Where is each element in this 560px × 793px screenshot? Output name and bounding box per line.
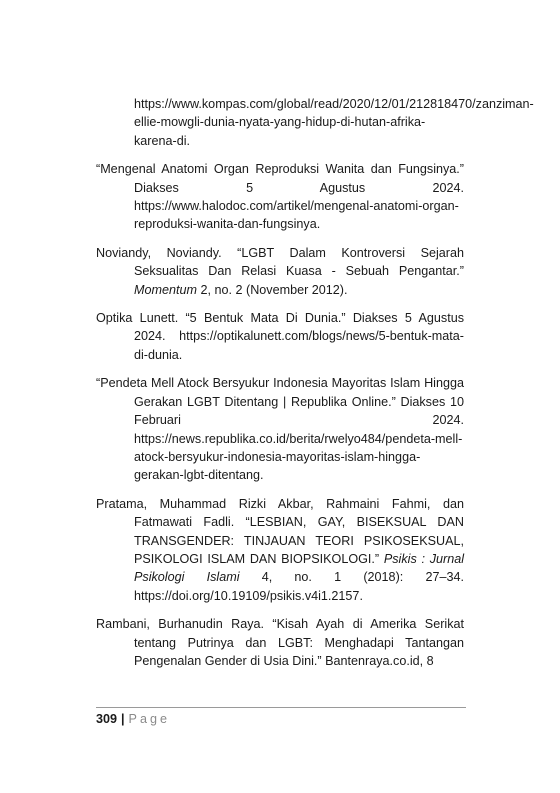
entry-text: https://www.kompas.com/global/read/2020/12/01/212818470/zanziman-ellie-mowgli-dunia-nyata-yang-hidup-di-hutan-afrika-karena-di.: [134, 97, 534, 148]
bibliography-list: [96, 95, 534, 680]
footer-divider: [96, 707, 466, 708]
bibliography-entry-continuation: [96, 95, 534, 150]
bibliography-entry: [96, 160, 464, 234]
bibliography-entry: [96, 374, 464, 484]
entry-text: Optika Lunett. “5 Bentuk Mata Di Dunia.” Diakses 5 Agustus 2024. https://optikalunett.com/blogs/news/5-bentuk-mata-di-dunia.: [96, 311, 464, 362]
bibliography-entry: [96, 244, 464, 299]
entry-text: 4, no. 1 (2018): 27–34. https://doi.org/10.19109/psikis.v4i1.2157.: [134, 570, 464, 603]
journal-title: Psikis : Jurnal Psikologi Islami: [134, 551, 464, 585]
entry-text: “Pendeta Mell Atock Bersyukur Indonesia Mayoritas Islam Hingga Gerakan LGBT Ditentang | Republika Online.” Diakses 10 Februari 2024. https://news.republika.co.id/berita/rwelyo484/pendeta-mell-atock-bersyukur-indonesia-mayoritas-islam-hingga-gerakan-lgbt-ditentang.: [96, 376, 464, 483]
page-label: Page: [128, 712, 170, 726]
page-footer: [96, 711, 170, 727]
entry-text: Pratama, Muhammad Rizki Akbar, Rahmaini Fahmi, dan Fatmawati Fadli. “LESBIAN, GAY, BISEKSUAL DAN TRANSGENDER: TINJAUAN TEORI PSIKOSEKSUAL, PSIKOLOGI ISLAM DAN BIOPSIKOLOGI.”: [96, 496, 464, 566]
entry-text: Noviandy, Noviandy. “LGBT Dalam Kontroversi Sejarah Seksualitas Dan Relasi Kuasa - Sebuah Pengantar.”: [96, 245, 464, 279]
entry-text: 2, no. 2 (November 2012).: [197, 282, 348, 297]
entry-text: “Mengenal Anatomi Organ Reproduksi Wanita dan Fungsinya.” Diakses 5 Agustus 2024. https://www.halodoc.com/artikel/mengenal-anatomi-organ-reproduksi-wanita-dan-fungsinya.: [96, 162, 464, 232]
bibliography-entry: [96, 615, 464, 670]
bibliography-entry: [96, 309, 464, 364]
entry-text: Rambani, Burhanudin Raya. “Kisah Ayah di Amerika Serikat tentang Putrinya dan LGBT: Menghadapi Tantangan Pengenalan Gender di Usia Dini.” Bantenraya.co.id, 8: [96, 617, 464, 668]
footer-separator: |: [121, 712, 125, 726]
page-number: 309: [96, 712, 118, 726]
journal-title: Momentum: [134, 282, 197, 297]
bibliography-entry: [96, 495, 464, 605]
